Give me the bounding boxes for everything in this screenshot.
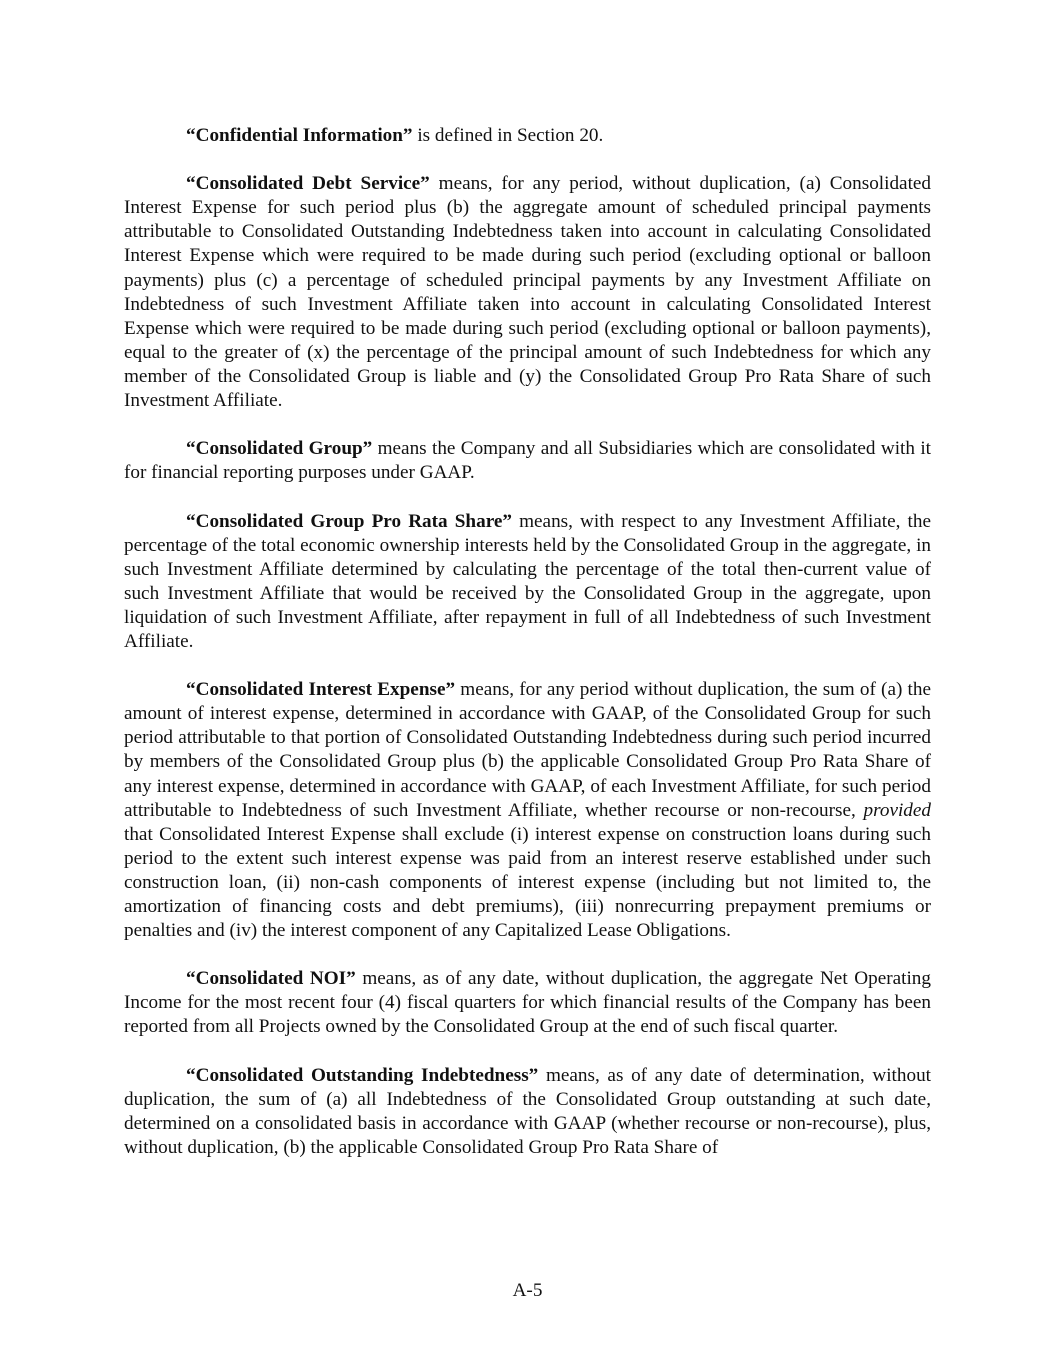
- defined-term: “Confidential Information”: [186, 125, 413, 146]
- defined-term: “Consolidated Debt Service”: [186, 173, 430, 195]
- definition-consolidated-noi: [124, 967, 931, 1039]
- definition-text: means, with respect to any Investment Affiliate, the percentage of the total economic ownership interests held by the Consolidated Group in the aggregate, in such Investment Affiliate determined by calculating the percentage of the total then-current value of such Investment Affiliate that would be received by the Consolidated Group in the aggregate, upon liquidation of such Investment Affiliate, after repayment in full of all Indebtedness of such Investment Affiliate.: [124, 510, 932, 652]
- definition-italic-word: provided: [863, 799, 931, 821]
- defined-term: “Consolidated NOI”: [186, 968, 356, 990]
- defined-term: “Consolidated Outstanding Indebtedness”: [186, 1064, 539, 1086]
- definition-text: means, for any period, without duplication, (a) Consolidated Interest Expense for such period plus (b) the aggregate amount of scheduled principal payments attributable to Consolidated Outstanding Indebtedness taken into account in calculating Consolidated Interest Expense which were required to be made during such period (excluding optional or balloon payments) plus (c) a percentage of scheduled principal payments by any Investment Affiliate on Indebtedness of such Investment Affiliate taken into account in calculating Consolidated Interest Expense which were required to be made during such period (excluding optional or balloon payments), equal to the greater of (x) the percentage of the principal amount of such Indebtedness for which any member of the Consolidated Group is liable and (y) the Consolidated Group Pro Rata Share of such Investment Affiliate.: [124, 173, 932, 412]
- defined-term: “Consolidated Group”: [186, 438, 373, 460]
- definition-text: means the Company and all Subsidiaries which are consolidated with it for financial reporting purposes under GAAP.: [124, 438, 931, 484]
- definition-text: means, for any period without duplication, the sum of (a) the amount of interest expense, determined in accordance with GAAP, of the Consolidated Group for such period attributable to that portion of Consolidated Outstanding Indebtedness during such period incurred by members of the Consolidated Group plus (b) the applicable Consolidated Group Pro Rata Share of any interest expense, determined in accordance with GAAP, of each Investment Affiliate, for such period attributable to Indebtedness of such Investment Affiliate, whether recourse or non-recourse,: [124, 679, 931, 821]
- definition-text: is defined in Section 20.: [412, 125, 604, 146]
- definition-consolidated-group: [124, 437, 931, 485]
- defined-term: “Consolidated Interest Expense”: [186, 679, 456, 701]
- definition-text-continued: that Consolidated Interest Expense shall exclude (i) interest expense on construction loans during such period to the extent such interest expense was paid from an interest reserve established under such construction loan, (ii) non-cash components of interest expense (including but not limited to, the amortization of financing costs and debt premiums), (iii) nonrecurring prepayment premiums or penalties and (iv) the interest component of any Capitalized Lease Obligations.: [124, 823, 931, 942]
- definition-consolidated-group-pro-rata-share: [124, 510, 931, 655]
- definition-consolidated-debt-service: [124, 172, 931, 413]
- definition-confidential-information: [124, 124, 931, 148]
- definition-text: means, as of any date of determination, without duplication, the sum of (a) all Indebtedness of the Consolidated Group outstanding at such date, determined on a consolidated basis in accordance with GAAP (whether recourse or non-recourse), plus, without duplication, (b) the applicable Consolidated Group Pro Rata Share of: [124, 1064, 931, 1158]
- definition-consolidated-interest-expense: [124, 678, 931, 943]
- page-number: A-5: [512, 1280, 543, 1301]
- definition-text: means, as of any date, without duplication, the aggregate Net Operating Income for the most recent four (4) fiscal quarters for which financial results of the Company has been reported from all Projects owned by the Consolidated Group at the end of such fiscal quarter.: [124, 968, 931, 1038]
- defined-term: “Consolidated Group Pro Rata Share”: [186, 510, 512, 532]
- definition-consolidated-outstanding-indebtedness: [124, 1064, 931, 1160]
- document-body: [124, 124, 931, 1184]
